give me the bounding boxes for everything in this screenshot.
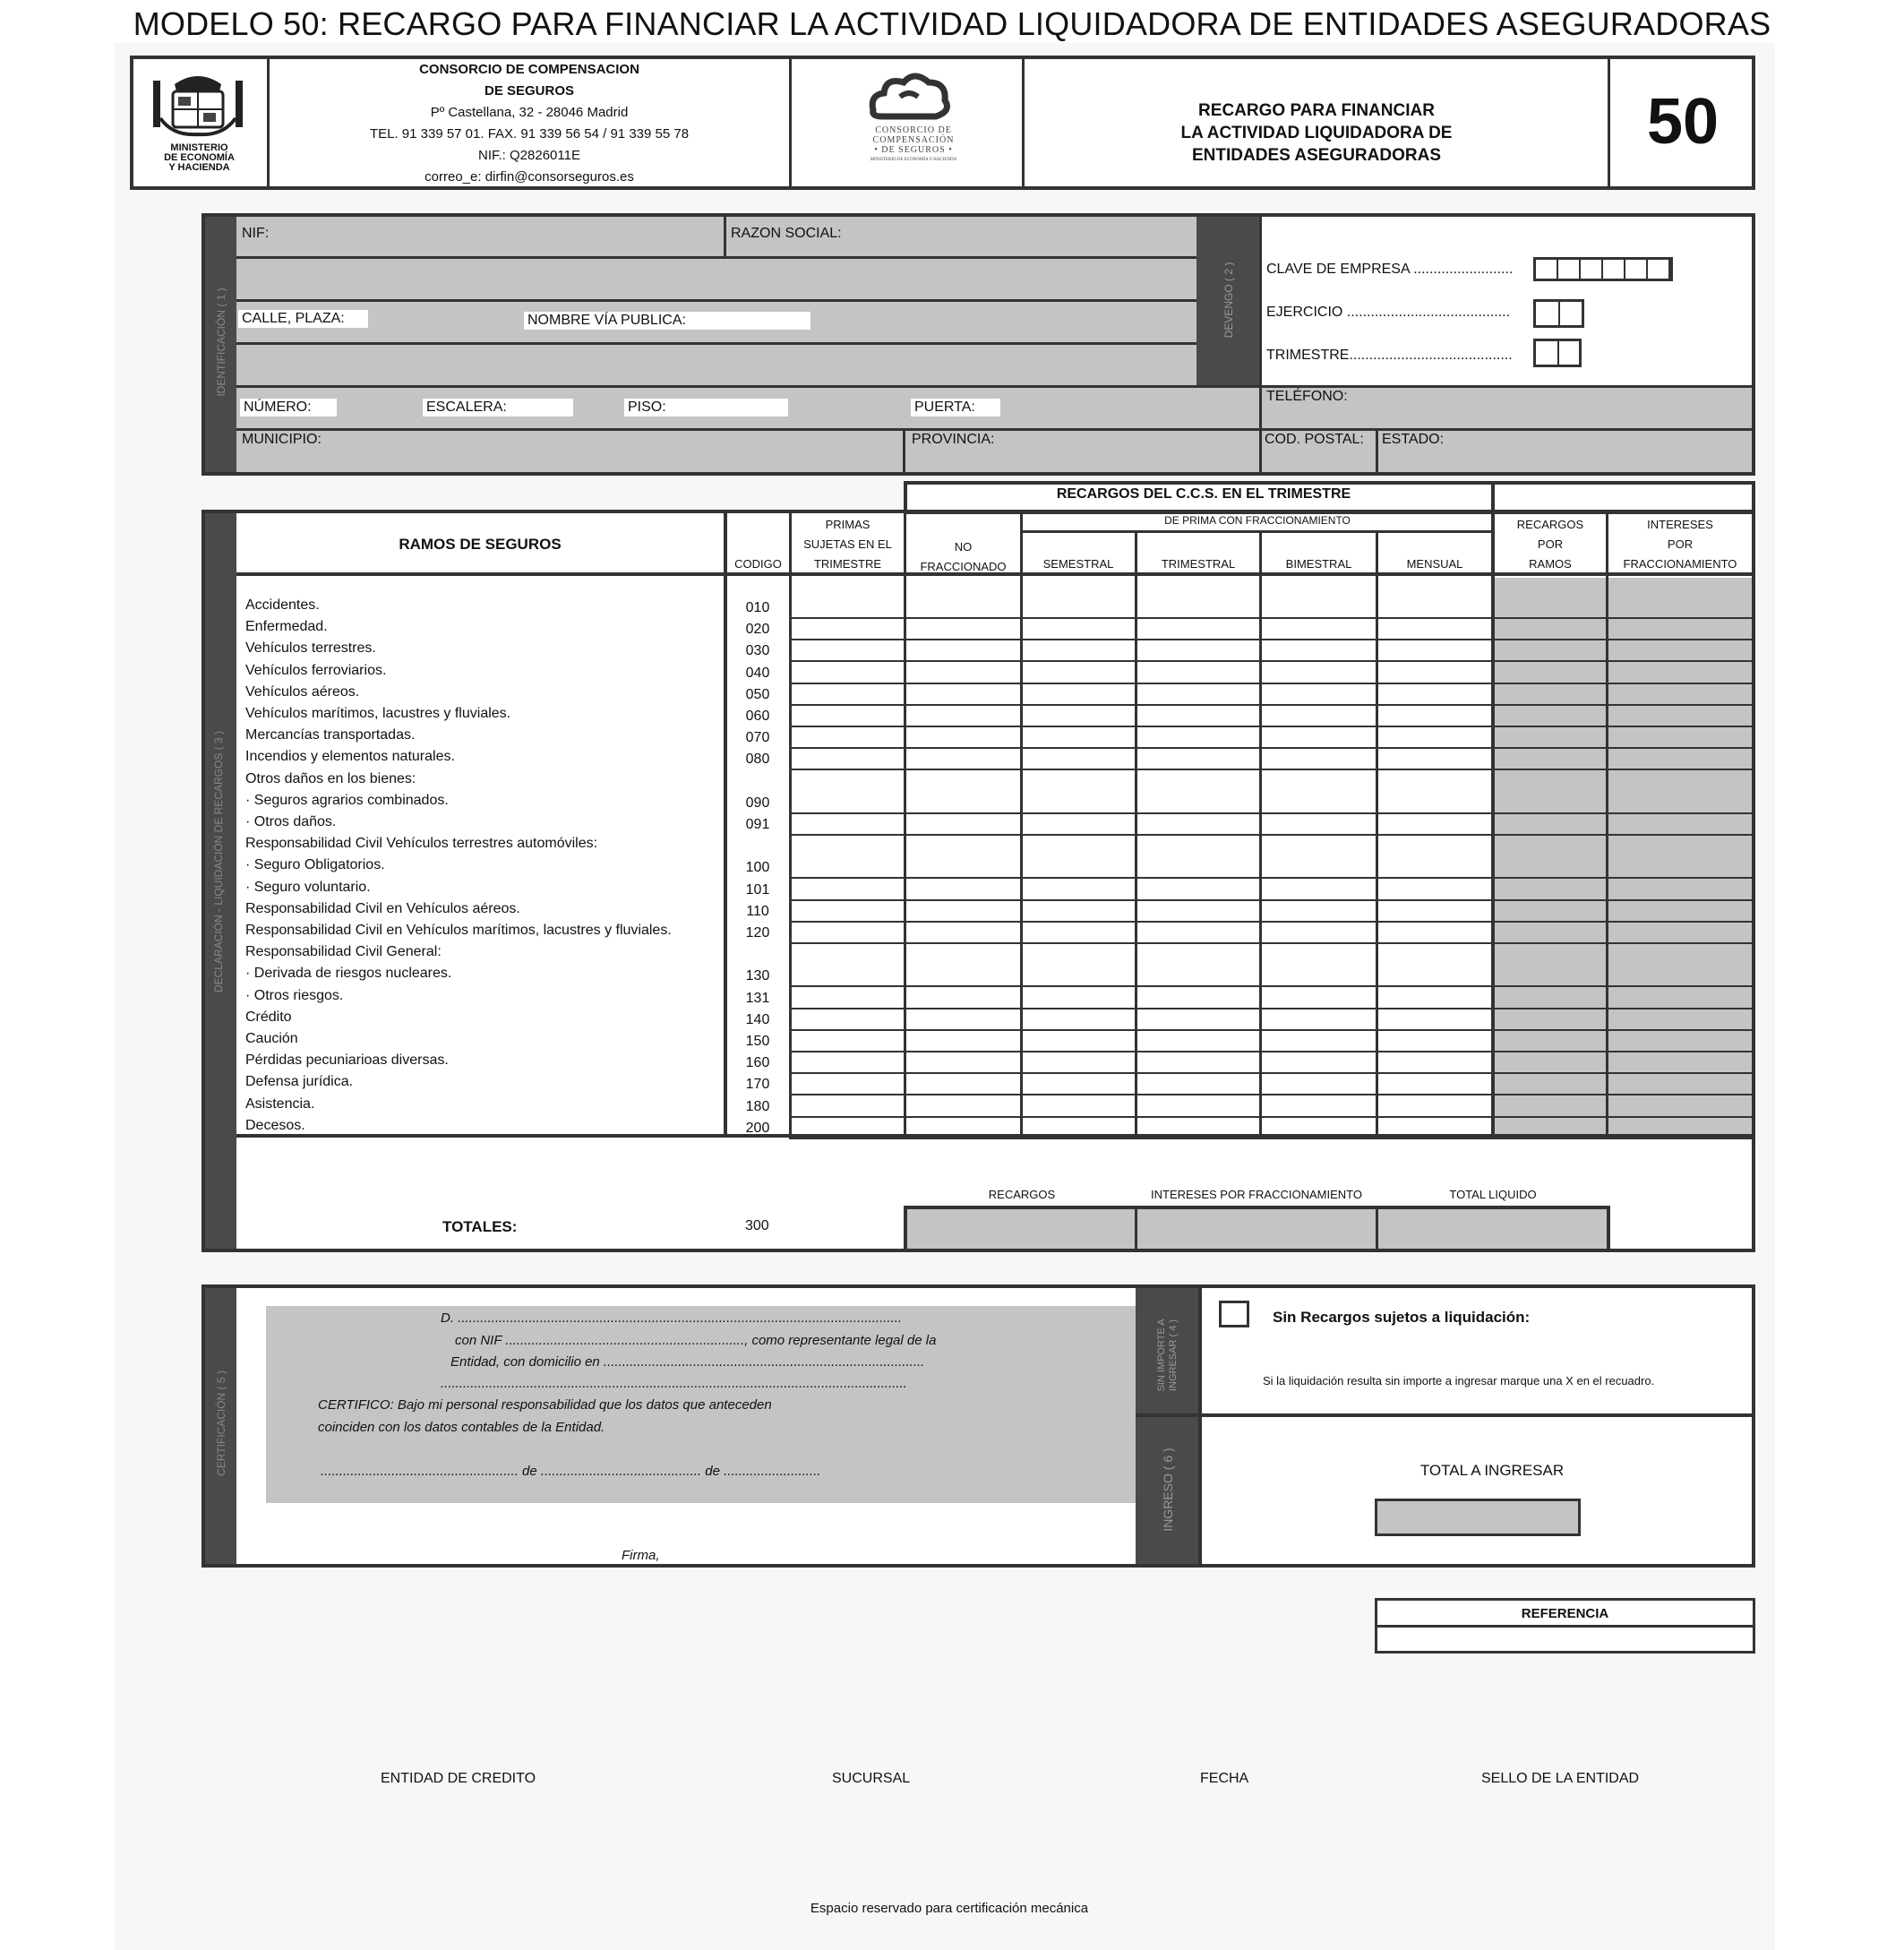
tot-liquido-label: TOTAL LIQUIDO — [1449, 1188, 1537, 1201]
ramo-input-row[interactable] — [792, 749, 1752, 769]
ramo-label: · Otros daños. — [245, 814, 337, 829]
ramo-code: 090 — [745, 795, 770, 811]
col-primas: PRIMAS SUJETAS EN EL TRIMESTRE — [803, 518, 892, 571]
ramo-code: 150 — [745, 1034, 770, 1049]
ramo-label: Enfermedad. — [245, 619, 328, 635]
cert-text-2: coinciden con los datos contables de la Entidad. — [318, 1420, 605, 1435]
spain-coat-of-arms-icon — [148, 64, 248, 142]
col-ramos: RAMOS DE SEGUROS — [399, 536, 562, 553]
ramo-code: 130 — [745, 968, 770, 984]
ramo-label: Responsabilidad Civil Vehículos terrestres automóviles: — [245, 836, 598, 852]
ramo-input-row[interactable] — [792, 684, 1752, 704]
ramo-code: 060 — [745, 709, 770, 724]
col-no-fraccionado: NO FRACCIONADO — [920, 540, 1007, 573]
row-line — [789, 942, 1755, 944]
ramo-input-row[interactable] — [792, 727, 1752, 747]
ramo-label: Vehículos ferroviarios. — [245, 662, 387, 678]
ramo-label: Pérdidas pecuniarioas diversas. — [245, 1052, 449, 1069]
totales-code: 300 — [745, 1218, 769, 1233]
total-ingresar-label: TOTAL A INGRESAR — [1419, 1462, 1565, 1479]
ramo-input-row[interactable] — [792, 1096, 1752, 1116]
ramo-code: 091 — [745, 817, 770, 832]
ramo-label: · Otros riesgos. — [245, 987, 344, 1003]
referencia-input[interactable] — [1377, 1628, 1753, 1651]
col-trimestral: TRIMESTRAL — [1161, 557, 1236, 571]
firma-label: Firma, — [622, 1548, 660, 1563]
certificacion-section-label: CERTIFICACIÓN ( 5 ) — [215, 1370, 227, 1476]
consorcio-logo-text: CONSORCIO DE COMPENSACIÓN • DE SEGUROS • MINISTERIO DE ECONOMÍA Y HACIENDA — [870, 125, 957, 162]
ramo-input-row[interactable] — [792, 966, 1752, 985]
clave-empresa-label: CLAVE DE EMPRESA ......................... — [1266, 262, 1514, 277]
sin-importe-checkbox[interactable] — [1219, 1301, 1249, 1327]
ministry-name: MINISTERIO DE ECONOMÍA Y HACIENDA — [164, 142, 235, 173]
entidad-credito-label: ENTIDAD DE CREDITO — [381, 1771, 536, 1786]
estado-label: ESTADO: — [1382, 432, 1445, 447]
sello-entidad-label: SELLO DE LA ENTIDAD — [1481, 1771, 1640, 1786]
ramo-code: 040 — [745, 665, 770, 681]
ramo-code: 010 — [745, 600, 770, 615]
ramo-input-row[interactable] — [792, 706, 1752, 726]
ejercicio-input[interactable] — [1533, 299, 1584, 328]
ramo-code: 110 — [746, 903, 769, 919]
nombre-via-label: NOMBRE VÍA PUBLICA: — [524, 312, 810, 330]
form-number: 50 — [1646, 86, 1720, 158]
ramo-label: Caución — [245, 1031, 298, 1046]
devengo-section-label: DEVENGO ( 2 ) — [1222, 262, 1235, 339]
provincia-label: PROVINCIA: — [912, 432, 995, 447]
ramo-input-row[interactable] — [792, 1031, 1752, 1051]
ramo-label: Responsabilidad Civil General: — [245, 944, 442, 960]
total-ingresar-input[interactable] — [1375, 1499, 1581, 1536]
ramo-input-row[interactable] — [792, 1052, 1752, 1072]
row-line — [789, 769, 1755, 770]
ramo-label: · Seguros agrarios combinados. — [245, 792, 449, 808]
col-codigo: CODIGO — [734, 557, 782, 571]
piso-label: PISO: — [624, 399, 788, 417]
ramo-label: Decesos. — [245, 1117, 305, 1133]
ramo-code: 180 — [745, 1098, 770, 1114]
ramo-label: Responsabilidad Civil en Vehículos aéreos. — [245, 900, 520, 916]
ramo-label: · Seguro voluntario. — [245, 879, 371, 895]
col-intereses-por-fracc: INTERESES POR FRACCIONAMIENTO — [1623, 518, 1737, 571]
cod-postal-label: COD. POSTAL: — [1265, 432, 1364, 447]
tot-intereses-label: INTERESES POR FRACCIONAMIENTO — [1151, 1188, 1362, 1201]
clave-empresa-input[interactable] — [1533, 257, 1673, 281]
ramo-label: · Seguro Obligatorios. — [245, 857, 385, 873]
sin-importe-label: Sin Recargos sujetos a liquidación: — [1273, 1309, 1531, 1326]
cert-line-1: D. ....................................................................................................................... — [441, 1310, 903, 1326]
ramo-input-row[interactable] — [792, 640, 1752, 660]
consorcio-info: CONSORCIO DE COMPENSACION DE SEGUROS Pº Castellana, 32 - 28046 Madrid TEL. 91 339 57 01. FAX. 91 339 56 54 / 91 339 55 78 NIF.: Q2826011E correo_e: dirfin@consorseguros.es — [369, 62, 690, 185]
ramo-code: 140 — [745, 1011, 770, 1027]
ramo-label: Defensa jurídica. — [245, 1074, 354, 1090]
cert-text-1: CERTIFICO: Bajo mi personal responsabilidad que los datos que anteceden — [318, 1397, 772, 1413]
telefono-label: TELÉFONO: — [1266, 389, 1348, 404]
ramo-input-row[interactable] — [792, 988, 1752, 1008]
nif-label: NIF: — [242, 226, 270, 241]
identificacion-section-label: IDENTIFICACIÓN ( 1 ) — [215, 288, 227, 397]
consorcio-logo-icon — [864, 70, 954, 124]
col-recargos-por-ramos: RECARGOS POR RAMOS — [1516, 518, 1584, 571]
trimestre-input[interactable] — [1533, 339, 1582, 367]
ramo-input-row[interactable] — [792, 1009, 1752, 1029]
ramo-code: 200 — [745, 1120, 770, 1136]
ingreso-section-label: INGRESO ( 6 ) — [1161, 1447, 1175, 1532]
ramo-label: Vehículos terrestres. — [245, 640, 376, 657]
ramo-code: 101 — [745, 881, 770, 898]
ramo-label: Incendios y elementos naturales. — [245, 749, 455, 765]
cert-line-4: ............................................................................................................................. — [441, 1376, 907, 1391]
ramo-code: 050 — [745, 686, 770, 702]
ramo-label: Mercancías transportadas. — [245, 727, 416, 743]
ramo-label: Asistencia. — [245, 1095, 315, 1112]
ramo-code: 080 — [745, 752, 770, 768]
tot-recargos-label: RECARGOS — [988, 1188, 1056, 1201]
ramo-input-row[interactable] — [792, 857, 1752, 877]
ramo-code: 070 — [745, 730, 770, 746]
escalera-label: ESCALERA: — [423, 399, 573, 417]
col-bimestral: BIMESTRAL — [1285, 557, 1352, 571]
ramo-code: 120 — [745, 925, 770, 941]
puerta-label: PUERTA: — [911, 399, 1000, 417]
ramo-label: Accidentes. — [245, 597, 320, 613]
col-mensual: MENSUAL — [1406, 557, 1463, 571]
fracc-header: DE PRIMA CON FRACCIONAMIENTO — [1164, 514, 1351, 527]
ramo-input-row[interactable] — [792, 923, 1752, 942]
ramo-label: Vehículos marítimos, lacustres y fluviales. — [245, 706, 511, 721]
fecha-label: FECHA — [1200, 1771, 1249, 1786]
ramo-label: Crédito — [245, 1009, 292, 1025]
col-semestral: SEMESTRAL — [1042, 557, 1114, 571]
ramo-label: · Derivada de riesgos nucleares. — [245, 966, 452, 982]
sin-importe-section-label: SIN IMPORTE A INGRESAR ( 4 ) — [1156, 1319, 1179, 1392]
sin-importe-note: Si la liquidación resulta sin importe a ingresar marque una X en el recuadro. — [1263, 1374, 1655, 1387]
ramo-label: Otros daños en los bienes: — [245, 770, 416, 786]
ramo-code: 020 — [745, 622, 770, 638]
ramo-code: 030 — [745, 643, 770, 659]
referencia-label: REFERENCIA — [1521, 1606, 1609, 1621]
sucursal-label: SUCURSAL — [832, 1771, 911, 1786]
totales-label: TOTALES: — [442, 1218, 518, 1235]
row-line — [789, 834, 1755, 836]
recargos-header-label: RECARGOS DEL C.C.S. EN EL TRIMESTRE — [1056, 486, 1351, 502]
calle-plaza-label: CALLE, PLAZA: — [238, 310, 368, 328]
espacio-reservado-label: Espacio reservado para certificación mecánica — [810, 1901, 1089, 1916]
ramo-input-row[interactable] — [792, 814, 1752, 834]
municipio-label: MUNICIPIO: — [242, 432, 322, 447]
ramo-code: 131 — [745, 990, 770, 1006]
declaracion-section-label: DECLARACIÓN - LIQUIDACIÓN DE RECARGOS ( 3 ) — [212, 730, 225, 993]
cert-line-3: Entidad, con domicilio en ...................................................................................... — [450, 1354, 925, 1370]
trimestre-label: TRIMESTRE......................................... — [1266, 348, 1513, 363]
row-line — [789, 1138, 1755, 1139]
cert-line-2: con NIF ................................................................, como representante legal de la — [455, 1333, 937, 1348]
ramo-input-row[interactable] — [792, 793, 1752, 812]
ramo-code: 160 — [745, 1055, 770, 1071]
ramo-input-row[interactable] — [792, 1074, 1752, 1094]
ramo-input-row[interactable] — [792, 901, 1752, 921]
cert-date-line: ..................................................... de ........................................... de .......................... — [321, 1464, 821, 1479]
numero-label: NÚMERO: — [240, 399, 337, 417]
ramo-code: 100 — [745, 860, 770, 876]
form-title: RECARGO PARA FINANCIAR LA ACTIVIDAD LIQUIDADORA DE ENTIDADES ASEGURADORAS — [1180, 101, 1453, 165]
ramo-input-row[interactable] — [792, 597, 1752, 617]
razon-social-label: RAZON SOCIAL: — [731, 226, 842, 241]
ramo-input-row[interactable] — [792, 619, 1752, 639]
page-title: MODELO 50: RECARGO PARA FINANCIAR LA ACTIVIDAD LIQUIDADORA DE ENTIDADES ASEGURADORAS — [133, 5, 1771, 42]
ramo-code: 170 — [745, 1077, 770, 1093]
ramo-label: Responsabilidad Civil en Vehículos marítimos, lacustres y fluviales. — [245, 923, 672, 938]
ramo-input-row[interactable] — [792, 1118, 1752, 1138]
ejercicio-label: EJERCICIO ......................................... — [1266, 305, 1511, 320]
ramo-input-row[interactable] — [792, 663, 1752, 683]
total-recargos-input[interactable] — [904, 1206, 1610, 1252]
ramo-input-row[interactable] — [792, 880, 1752, 899]
ramo-label: Vehículos aéreos. — [245, 683, 360, 700]
